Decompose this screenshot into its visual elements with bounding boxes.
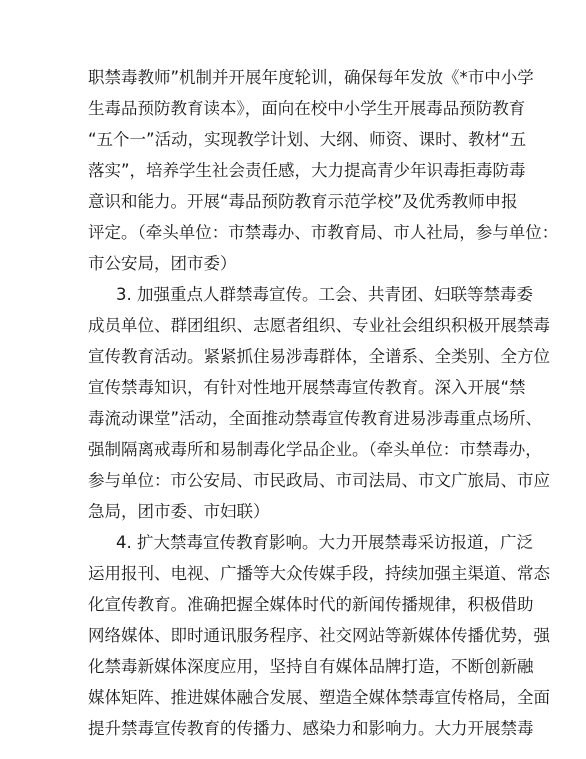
text-line: 化宣传教育。准确把握全媒体时代的新闻传播规律，积极借助 bbox=[88, 595, 534, 614]
text-line: 生毒品预防教育读本》，面向在校中小学生开展毒品预防教育 bbox=[88, 99, 526, 118]
text-line: 运用报刊、电视、广播等大众传媒手段，持续加强主渠道、常态 bbox=[88, 564, 550, 583]
paragraph-3-heading-line: 3. 加强重点人群禁毒宣传。工会、共青团、妇联等禁毒委 bbox=[116, 285, 533, 304]
text-line: 成员单位、群团组织、志愿者组织、专业社会组织积极开展禁毒 bbox=[88, 316, 550, 335]
text-line: 强制隔离戒毒所和易制毒化学品企业。（牵头单位：市禁毒办， bbox=[88, 440, 542, 459]
text-line: 职禁毒教师”机制并开展年度轮训，确保每年发放《*市中小学 bbox=[88, 68, 534, 87]
text-line: 意识和能力。开展“毒品预防教育示范学校”及优秀教师申报 bbox=[88, 192, 518, 211]
text-line: 媒体矩阵、推进媒体融合发展、塑造全媒体禁毒宣传格局，全面 bbox=[88, 688, 550, 707]
text-line: 参与单位：市公安局、市民政局、市司法局、市文广旅局、市应 bbox=[88, 471, 550, 490]
text-line: 落实”，培养学生社会责任感，大力提高青少年识毒拒毒防毒 bbox=[88, 161, 526, 180]
text-line: 化禁毒新媒体深度应用，坚持自有媒体品牌打造，不断创新融 bbox=[88, 657, 534, 676]
text-line: 提升禁毒宣传教育的传播力、感染力和影响力。大力开展禁毒 bbox=[88, 719, 534, 738]
text-line: 网络媒体、即时通讯服务程序、社交网站等新媒体传播优势，强 bbox=[88, 626, 550, 645]
text-line: 宣传禁毒知识，有针对性地开展禁毒宣传教育。深入开展“禁 bbox=[88, 378, 526, 397]
text-line: 市公安局，团市委） bbox=[88, 254, 237, 273]
text-line: 毒流动课堂”活动，全面推动禁毒宣传教育进易涉毒重点场所、 bbox=[88, 409, 543, 428]
text-line: “五个一”活动，实现教学计划、大纲、师资、课时、教材“五 bbox=[88, 130, 527, 149]
text-line: 急局，团市委、市妇联） bbox=[88, 502, 270, 521]
paragraph-4-heading-line: 4. 扩大禁毒宣传教育影响。大力开展禁毒采访报道，广泛 bbox=[116, 533, 533, 552]
text-line: 宣传教育活动。紧紧抓住易涉毒群体，全谱系、全类别、全方位 bbox=[88, 347, 550, 366]
text-line: 评定。（牵头单位：市禁毒办、市教育局、市人社局，参与单位： bbox=[88, 223, 559, 242]
